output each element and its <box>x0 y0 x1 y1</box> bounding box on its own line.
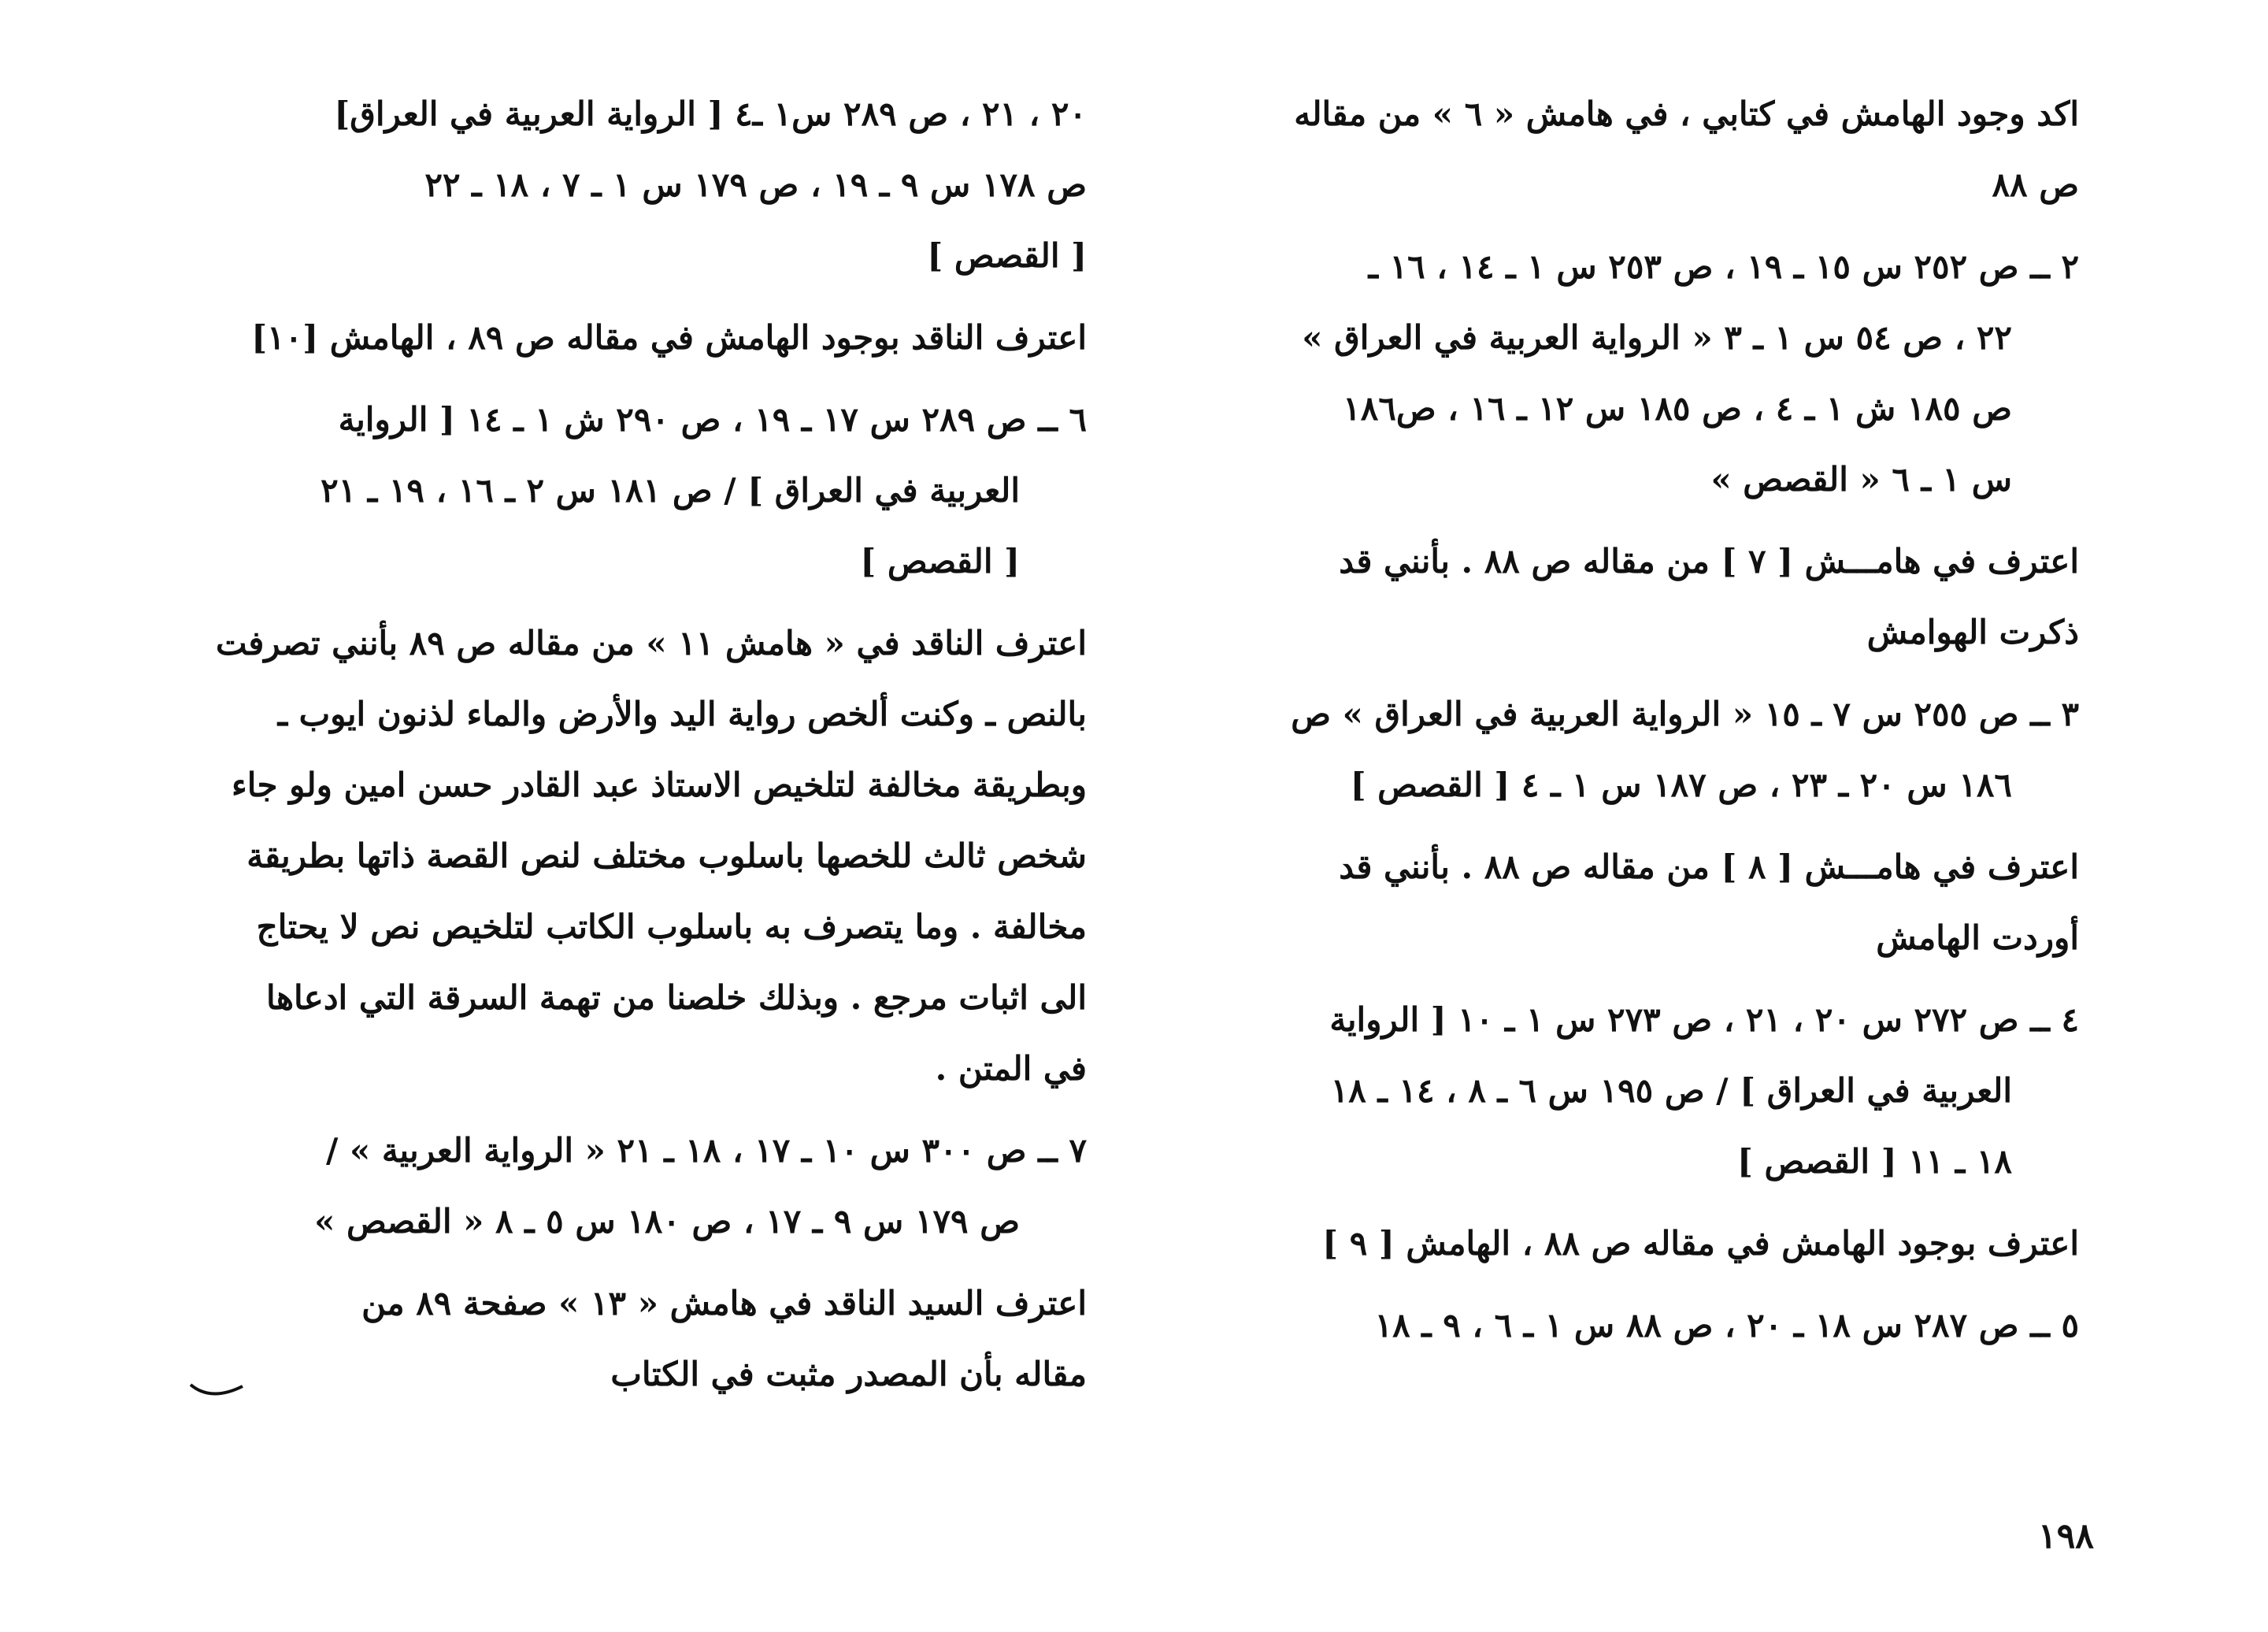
left-column-paragraph <box>181 302 1087 373</box>
text-line: ٦ ــ ص ٢٨٩ س ١٧ ـ ١٩ ، ص ٢٩٠ ش ١ ـ ١٤ [ الرواية <box>338 400 1087 439</box>
text-line: ٧ ــ ص ٣٠٠ س ١٠ ـ ١٧ ، ١٨ ـ ٢١ « الرواية العربية » / <box>326 1131 1087 1170</box>
left-column-paragraph <box>181 384 1087 597</box>
right-column-paragraph <box>1173 832 2079 974</box>
text-line: ٣ ــ ص ٢٥٥ س ٧ ـ ١٥ « الرواية العربية في العراق » ص <box>1291 695 2079 733</box>
text-line: ٢ ــ ص ٢٥٢ س ١٥ ـ ١٩ ، ص ٢٥٣ س ١ ـ ١٤ ، ١٦ ـ <box>1368 247 2079 286</box>
text-line: ص ١٧٩ س ٩ ـ ١٧ ، ص ١٨٠ س ٥ ـ ٨ « القصص » <box>314 1202 1020 1241</box>
left-column-paragraph <box>181 1268 1087 1410</box>
text-line: شخص ثالث للخصها باسلوب مختلف لنص القصة ذاتها بطريقة <box>246 836 1087 875</box>
text-line: اعترف الناقد بوجود الهامش في مقاله ص ٨٩ ، الهامش [١٠] <box>251 318 1087 357</box>
text-line: وبطريقة مخالفة لتلخيص الاستاذ عبد القادر حسن امين ولو جاء <box>232 766 1087 804</box>
text-line: بالنص ـ وكنت ألخص رواية اليد والأرض والماء لذنون ايوب ـ <box>277 695 1087 733</box>
text-line: ص ٨٨ <box>1992 165 2079 204</box>
text-line: أوردت الهامش <box>1876 918 2079 957</box>
text-line: اعترف في هامـــش [ ٧ ] من مقاله ص ٨٨ . بأنني قد <box>1339 542 2079 580</box>
text-line: ١٨٦ س ٢٠ ـ ٢٣ ، ص ١٨٧ س ١ ـ ٤ [ القصص ] <box>1350 766 2012 804</box>
text-line: [ القصص ] <box>860 542 1020 580</box>
text-line: ص ١٧٨ س ٩ ـ ١٩ ، ص ١٧٩ س ١ ـ ٧ ، ١٨ ـ ٢٢ <box>424 165 1087 204</box>
right-column-paragraph <box>1173 679 2079 821</box>
left-column-paragraph <box>181 79 1087 291</box>
page-number: ١٩٨ <box>2038 1516 2094 1556</box>
text-line: ص ١٨٥ ش ١ ـ ٤ ، ص ١٨٥ س ١٢ ـ ١٦ ، ص١٨٦ <box>1343 389 2012 428</box>
text-line: العربية في العراق ] / ص ١٩٥ س ٦ ـ ٨ ، ١٤ ـ ١٨ <box>1330 1071 2012 1110</box>
text-line: اكد وجود الهامش في كتابي ، في هامش « ٦ » من مقاله <box>1294 95 2079 133</box>
left-column <box>181 79 1087 1421</box>
text-line: اعترف بوجود الهامش في مقاله ص ٨٨ ، الهامش [ ٩ ] <box>1322 1224 2079 1263</box>
text-line: الى اثبات مرجع . وبذلك خلصنا من تهمة السرقة التي ادعاها <box>266 978 1087 1017</box>
text-line: ٢٠ ، ٢١ ، ص ٢٨٩ س١ ـ٤ [ الرواية العربية في العراق] <box>334 95 1087 133</box>
text-line: س ١ ـ ٦ « القصص » <box>1710 460 2012 499</box>
text-line: اعترف في هامـــش [ ٨ ] من مقاله ص ٨٨ . بأنني قد <box>1339 848 2079 886</box>
text-line: العربية في العراق ] / ص ١٨١ س ٢ ـ ١٦ ، ١٩ ـ ٢١ <box>321 471 1020 510</box>
text-line: ٤ ــ ص ٢٧٢ س ٢٠ ، ٢١ ، ص ٢٧٣ س ١ ـ ١٠ [ الرواية <box>1329 1000 2079 1039</box>
right-column <box>1173 79 2079 1372</box>
calligraphic-swash <box>187 1375 250 1404</box>
left-column-paragraph <box>181 1115 1087 1257</box>
text-line: في المتن . <box>935 1049 1087 1088</box>
text-line: مقاله بأن المصدر مثبت في الكتاب <box>610 1355 1087 1393</box>
right-column-paragraph <box>1173 232 2079 515</box>
right-column-paragraph <box>1173 985 2079 1197</box>
text-line: مخالفة . وما يتصرف به باسلوب الكاتب لتلخيص نص لا يحتاج <box>256 907 1087 946</box>
right-column-paragraph <box>1173 526 2079 668</box>
right-column-paragraph <box>1173 1290 2079 1361</box>
text-line: ٥ ــ ص ٢٨٧ س ١٨ ـ ٢٠ ، ص ٨٨ س ١ ـ ٦ ، ٩ ـ ١٨ <box>1374 1306 2079 1345</box>
text-line: ١٨ ـ ١١ [ القصص ] <box>1736 1142 2012 1181</box>
left-column-paragraph <box>181 608 1087 1104</box>
right-column-paragraph <box>1173 1208 2079 1279</box>
text-line: اعترف السيد الناقد في هامش « ١٣ » صفحة ٨٩ من <box>361 1284 1087 1322</box>
text-line: [ القصص ] <box>927 236 1087 275</box>
text-line: اعترف الناقد في « هامش ١١ » من مقاله ص ٨٩ بأنني تصرفت <box>215 624 1087 662</box>
text-line: ذكرت الهوامش <box>1866 613 2079 651</box>
text-line: ٢٢ ، ص ٥٤ س ١ ـ ٣ « الرواية العربية في العراق » <box>1302 318 2012 357</box>
right-column-paragraph <box>1173 79 2079 221</box>
